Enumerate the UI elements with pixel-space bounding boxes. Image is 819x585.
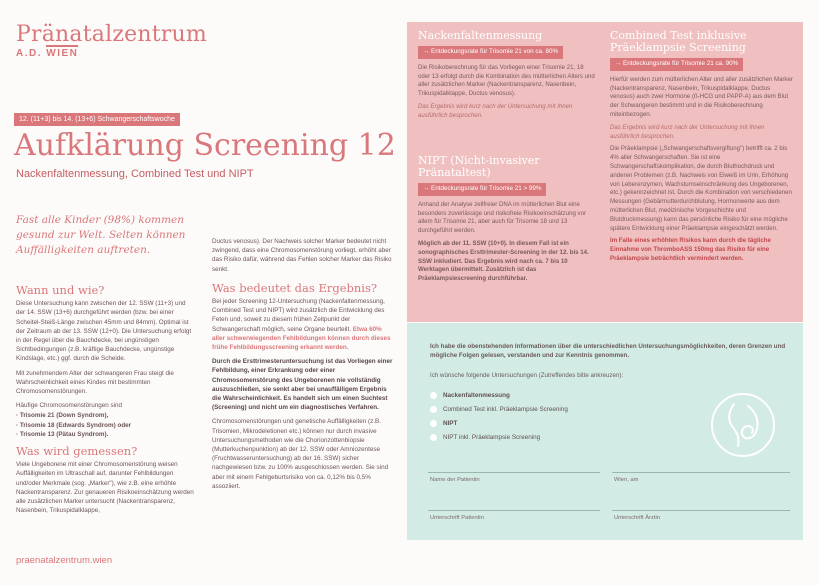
logo-ad: A.D. (16, 48, 42, 59)
doctor-signature-label: Unterschrift Ärztin (614, 515, 661, 521)
paragraph: Chromosomenstörungen und genetische Auffälligkeiten (z.B. Trisomien, Mikrodeletionen etc.) können nur durch invasive Untersuchungsmethoden wie die Chorionzottenbiopsie (Mutterkuchenpunktion) ab der 12. SSW oder Amniozentese (Fruchtwasseruntersuchung) ab der 16. SSW) sicher nachgewiesen bzw. zu 100% ausgeschlossen werden. Sie sind aber mit einem Fehlgeburtsrisiko von ca. 0,12% bis 0,5% assoziiert. (212, 418, 389, 490)
list-item: · Trisomie 18 (Edwards Syndrom) oder (16, 421, 132, 429)
paragraph: Häufige Chromosomenstörungen sind (16, 402, 123, 410)
heading-what: Was wird gemessen? (16, 444, 138, 459)
paragraph: Mit zunehmendem Alter der schwangeren Frau steigt die Wahrscheinlichkeit eines Kindes mit bestimmten Chromosomenstörungen. (16, 369, 174, 396)
place-label: Wien, am (614, 477, 639, 483)
paragraph (212, 297, 394, 352)
consent-text: Ich habe die obenstehenden Informationen über die unterschiedlichen Untersuchungsmöglichkeiten, deren Grenzen und mögliche Folgen gelesen, verstanden und zur Kenntnis genommen. (430, 343, 786, 359)
highlight-text: Etwa 60% aller schwerwiegenden Fehlbildungen können durch dieses frühe Fehlbildungsscreening erkannt werden. (212, 325, 391, 352)
paragraph: Ductus venosus). Der Nachweis solcher Marker bedeutet nicht zwingend, dass eine Chromosomenstörung vorliegt, erhöht aber das Risiko dafür, während das Fehlen solcher Marker das Risiko senkt. (212, 238, 392, 273)
combined-rate-badge: → Entdeckungsrate für Trisomie 21 ca. 90% (610, 58, 743, 71)
place-line[interactable] (612, 472, 790, 473)
nipt-rate-badge: → Entdeckungsrate für Trisomie 21 > 99% (418, 183, 546, 196)
option-label: Nackenfaltenmessung (443, 392, 510, 400)
logo-title: Pränatalzentrum (16, 22, 207, 47)
paragraph: Anhand der Analyse zellfreier DNA im mütterlichen Blut eine besonders zuverlässige und risikofreie Risikoeinschätzung vor allem für Trisomie 21, aber auch für Trisomie 18 und 13 durchgeführt werden. (418, 200, 587, 235)
option-label: NIPT (443, 420, 458, 428)
paragraph: Durch die Ersttrimesteruntersuchung ist das Vorliegen einer Fehlbildung, einer Erkrankung oder einer Chromosomenstörung des Ungeborenen nie vollständig auszuschließen, sie senkt aber bei unauffälligem Ergebnis die Wahrscheinlichkeit. Es handelt sich um einen Suchtest (Screening) und nicht um ein diagnostisches Verfahren. (212, 358, 393, 412)
paragraph: Hierfür werden zum mütterlichen Alter und aller zusätzlichen Marker (Nackentransparenz, Nasenbein, Trikuspidalklappe, Ductus venosus) auch zwei Hormone (ß-HCG und PAPP-A) aus dem Blut der Schwangeren bestimmt und in die Risikoberechnung miteinbezogen. (610, 75, 793, 118)
option-radio[interactable] (430, 406, 437, 413)
option-nipt-preeclampsia[interactable] (430, 434, 540, 441)
doctor-signature-line[interactable] (612, 510, 790, 511)
combined-title: Combined Test inklusive Präeklampsie Screening (610, 29, 747, 54)
list-item: · Trisomie 13 (Pätau Syndrom). (16, 430, 109, 438)
logo-subtitle (16, 48, 78, 59)
page-title: Aufklärung Screening 12 (14, 128, 396, 163)
paragraph: Diese Untersuchung kann zwischen der 12. SSW (11+3) und der 14. SSW (13+6) durchgeführt werden (bzw. bei einer Scheitel-Steiß-Länge zwischen 45mm und 84mm). Optimal ist der Zeitraum ab der 13. SSW (12+0). Die Untersuchung erfolgt in der Regel über die Bauchdecke, bei ungünstigen Sichtbedingungen (z.B. kräftige Bauchdecke, ungünstige Kindslage, etc.) ggf. durch die Scheide. (16, 300, 192, 363)
choose-text: Ich wünsche folgende Untersuchungen (Zutreffendes bitte ankreuzen): (430, 372, 624, 379)
footer-url[interactable]: praenatalzentrum.wien (16, 555, 113, 566)
nipt-title: NIPT (Nicht-invasiver Pränataltest) (418, 154, 540, 179)
pregnancy-emblem-icon (710, 392, 776, 458)
name-label: Name der Patientin (430, 477, 480, 483)
name-line[interactable] (428, 472, 600, 473)
note: Das Ergebnis wird kurz nach der Untersuchung mit Ihnen ausführlich besprochen. (418, 102, 573, 119)
page-subtitle: Nackenfaltenmessung, Combined Test und NIPT (16, 168, 254, 180)
nt-rate-badge: → Entdeckungsrate für Trisomie 21 von ca. 80% (418, 46, 563, 59)
paragraph: Die Präeklampsie („Schwangerschaftsvergiftung") betrifft ca. 2 bis 4% aller Schwangerschaften. Sie ist eine Schwangerschaftskomplikation, die durch Bluthochdruck und anderen Problemen (z.B. Nachweis von Eiweiß im Urin, Erhöhung von Leberenzymen, Wachstumseinschränkung des Ungeborenen, etc.) gekennzeichnet ist. Durch die Kombination von verschiedenen Messungen (Gebärmutterdurchblutung, Hormonwerte aus dem mütterlichen Blut, medizinische Vorgeschichte und Blutdruckmessung) kann das persönliche Risiko für eine mögliche spätere Entwicklung einer Präeklampsie eingeschätzt werden. (610, 145, 792, 232)
heading-result: Was bedeutet das Ergebnis? (212, 280, 378, 295)
left-column (16, 283, 196, 520)
paragraph-text: Bei jeder Screening 12-Untersuchung (Nackenfaltenmessung, Combined Test und NIPT) wird zusätzlich die Entwicklung des Feten und, soweit zu diesem frühen Zeitpunkt der Schwangerschaft möglich, seine Organe beurteilt. (212, 298, 385, 333)
paragraph: Im Falle eines erhöhten Risikos kann durch die tägliche Einnahme von ThromboASS 150mg das Risiko für eine Präeklampsie beträchtlich vermindert werden. (610, 237, 771, 262)
nipt-section (418, 155, 596, 288)
option-radio[interactable] (430, 420, 437, 427)
option-label: Combined Test inkl. Präeklampsie Screening (443, 406, 568, 414)
nt-section (418, 30, 596, 125)
paragraph: Viele Ungeborene mit einer Chromosomenstörung weisen Auffälligkeiten im Ultraschall auf, darunter Fehlbildungen und/oder Merkmale (sog. „Marker"), wie z.B. eine erhöhte Nackentransparenz. Zur genaueren Risikoeinschätzung werden alle zusätzlichen Marker untersucht (Nackentransparenz, Nasenbein, Trikuspidalklappe, (16, 461, 194, 515)
list-item: · Trisomie 21 (Down Syndrom), (16, 412, 109, 420)
lead-text: Fast alle Kinder (98%) kommen gesund zur Welt. Selten können Auffälligkeiten auftreten. (16, 214, 186, 256)
patient-signature-line[interactable] (428, 510, 600, 511)
option-nackenfaltenmessung[interactable] (430, 392, 510, 399)
patient-signature-label: Unterschrift Patientin (430, 515, 484, 521)
heading-when: Wann und wie? (16, 283, 105, 297)
paragraph: Die Risikoberechnung für das Vorliegen einer Trisomie 21, 18 oder 13 erfolgt durch die Kombination des mütterlichen Alters und aller zusätzlichen Marker (Nackentransparenz, Nasenbein, Trikuspidalklappe, Ductus venosus). (418, 63, 595, 98)
middle-column (212, 237, 394, 496)
nt-title: Nackenfaltenmessung (418, 29, 543, 42)
week-badge: 12. (11+3) bis 14. (13+6) Schwangerschaftswoche (14, 113, 180, 126)
combined-section (610, 30, 795, 268)
option-radio[interactable] (430, 434, 437, 441)
logo-wien: WIEN (46, 45, 78, 59)
paragraph: Möglich ab der 11. SSW (10+0). In diesem Fall ist ein sonographisches Ersttrimester-Screening in der 12. bis 14. SSW inkludiert. Das Ergebnis wird nach ca. 7 bis 10 Werktagen übermittelt. Zusätzlich ist das Präeklampsiescreening durchführbar. (418, 239, 589, 283)
option-label: NIPT inkl. Präeklampsie Screening (443, 434, 541, 442)
option-nipt[interactable] (430, 420, 457, 427)
option-combined[interactable] (430, 406, 568, 413)
option-radio[interactable] (430, 392, 437, 399)
note: Das Ergebnis wird kurz nach der Untersuchung mit Ihnen ausführlich besprochen. (610, 123, 765, 140)
